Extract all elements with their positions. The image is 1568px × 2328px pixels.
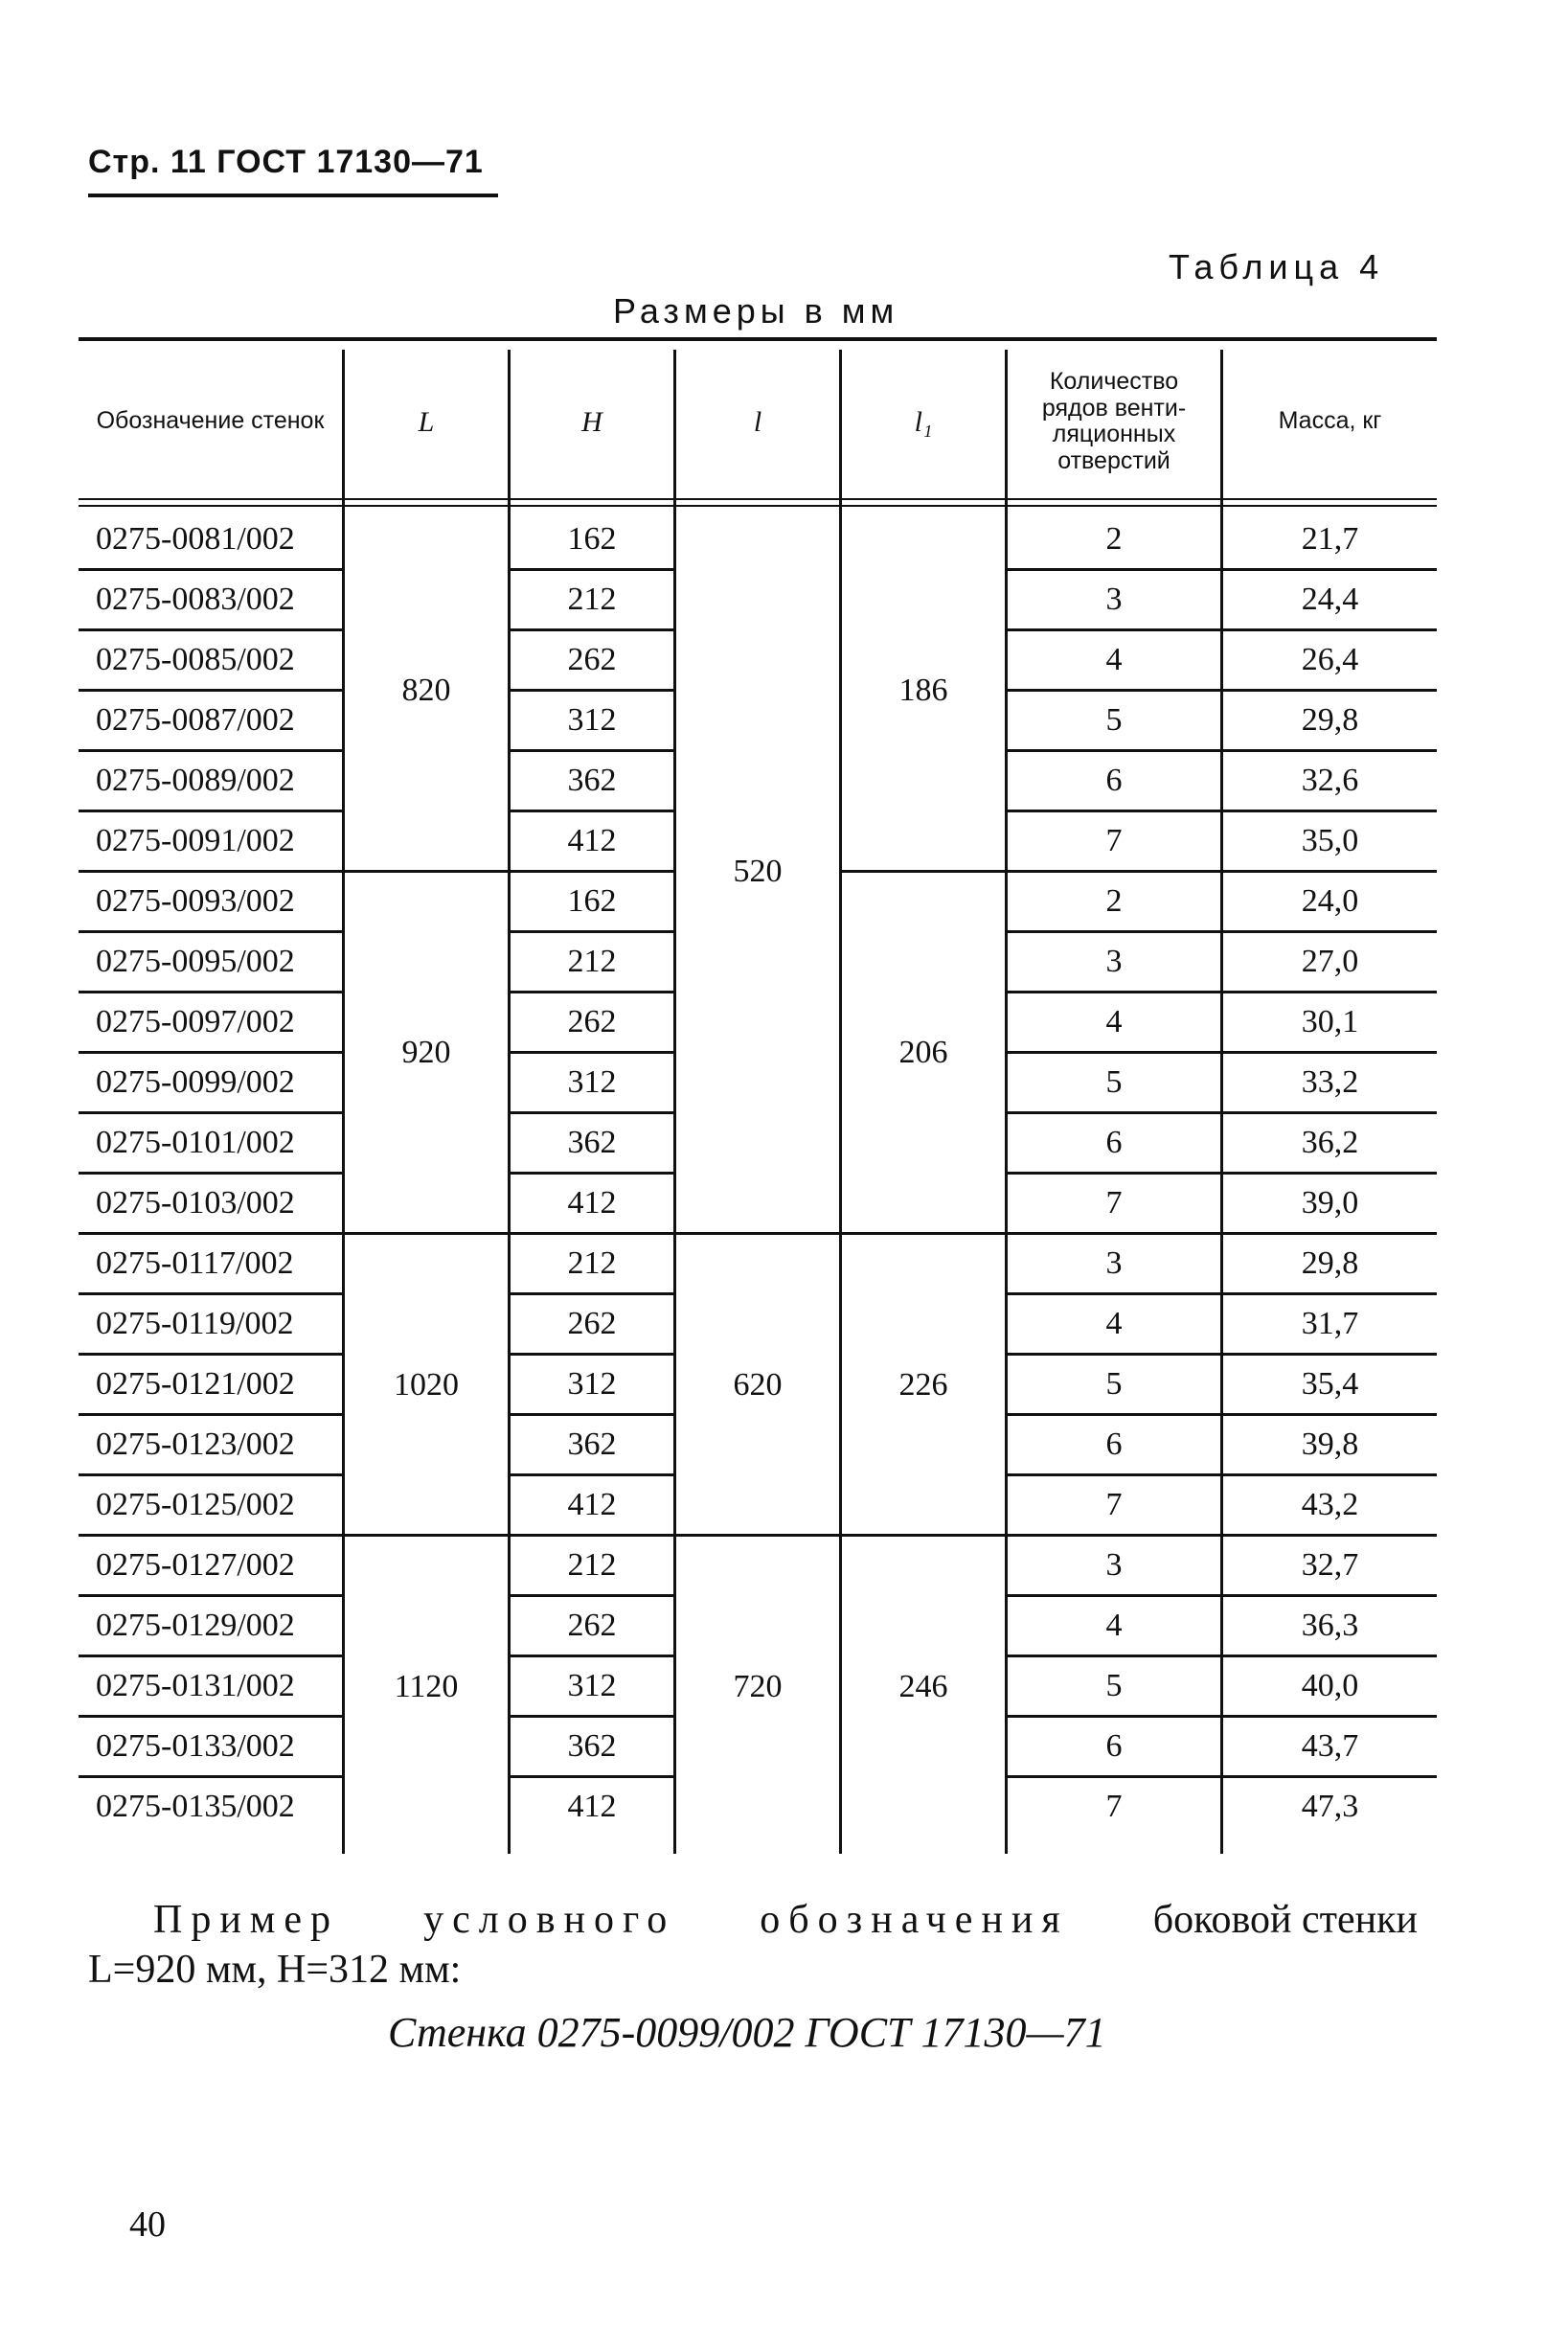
cell-H: 262 [567,1608,617,1643]
row-separator [1008,1413,1220,1416]
row-separator [511,1232,673,1235]
row-separator [1008,1353,1220,1356]
cell-mass: 27,0 [1301,944,1359,979]
row-separator [511,1292,673,1295]
cell-L-group: 1120 [394,1668,459,1704]
cell-mass: 43,2 [1301,1487,1359,1522]
cell-mass: 32,7 [1301,1547,1359,1583]
cell-designation: 0275-0125/002 [96,1487,295,1522]
row-separator [1008,1594,1220,1597]
table-header-rule-double [79,505,1437,507]
row-separator [79,689,342,692]
cell-mass: 39,0 [1301,1185,1359,1221]
row-separator [1223,1111,1437,1114]
cell-H: 312 [567,1064,617,1100]
cell-mass: 31,7 [1301,1306,1359,1341]
example-word: обозначения [760,1898,1069,1942]
cell-designation: 0275-0131/002 [96,1668,295,1703]
row-separator [79,870,342,873]
row-separator [1223,1292,1437,1295]
cell-rows-count: 7 [1105,1487,1123,1522]
cell-mass: 24,4 [1301,582,1359,617]
cell-mass: 36,2 [1301,1125,1359,1160]
row-separator [511,1473,673,1476]
example-designation: Стенка 0275-0099/002 ГОСТ 17130—71 [388,2009,1106,2056]
cell-H: 312 [567,1668,617,1703]
row-separator [1008,810,1220,812]
row-separator [511,810,673,812]
cell-designation: 0275-0087/002 [96,702,295,738]
row-separator [511,1051,673,1054]
group-separator [345,1232,508,1235]
cell-mass: 35,0 [1301,823,1359,858]
cell-H: 262 [567,1004,617,1039]
cell-designation: 0275-0085/002 [96,642,295,677]
cell-l-group: 720 [733,1668,783,1704]
example-paragraph [153,1897,1418,1943]
group-separator [676,1534,839,1537]
row-separator [79,810,342,812]
row-separator [1223,1413,1437,1416]
col-header-l: l [753,405,762,438]
row-separator [1008,568,1220,571]
cell-designation: 0275-0127/002 [96,1547,295,1583]
group-separator [842,1534,1005,1537]
row-separator [1223,1051,1437,1054]
row-separator [79,1534,342,1537]
row-separator [1223,628,1437,631]
cell-rows-count: 4 [1105,1608,1123,1643]
cell-mass: 24,0 [1301,883,1359,919]
row-separator [1008,1775,1220,1778]
cell-designation: 0275-0089/002 [96,763,295,798]
row-separator [79,1473,342,1476]
cell-rows-count: 2 [1105,521,1123,557]
cell-rows-count: 3 [1105,1245,1123,1281]
cell-H: 362 [567,1728,617,1764]
row-separator [79,1353,342,1356]
cell-rows-count: 2 [1105,883,1123,919]
page-number: 40 [129,2204,166,2245]
row-separator [511,568,673,571]
col-header-designation: Обозначение стенок [96,407,325,435]
cell-mass: 35,4 [1301,1366,1359,1402]
row-separator [1008,991,1220,993]
row-separator [1223,810,1437,812]
cell-rows-count: 6 [1105,1426,1123,1462]
row-separator [1223,1232,1437,1235]
row-separator [79,1111,342,1114]
cell-L-group: 820 [401,673,451,708]
cell-l1-group: 186 [898,673,948,708]
row-separator [79,1232,342,1235]
cell-mass: 33,2 [1301,1064,1359,1100]
row-separator [1223,1534,1437,1537]
cell-designation: 0275-0135/002 [96,1789,295,1824]
cell-H: 412 [567,1789,617,1824]
cell-designation: 0275-0099/002 [96,1064,295,1100]
table-header-rule [79,498,1437,500]
example-word: Пример [153,1898,340,1942]
row-separator [1008,1534,1220,1537]
cell-designation: 0275-0091/002 [96,823,295,858]
row-separator [1223,991,1437,993]
row-separator [1008,1111,1220,1114]
cell-L-group: 920 [401,1035,451,1070]
page-header: Стр. 11 ГОСТ 17130—71 [88,144,484,180]
row-separator [1008,1473,1220,1476]
row-separator [79,1051,342,1054]
cell-rows-count: 3 [1105,582,1123,617]
row-separator [1223,1473,1437,1476]
cell-H: 312 [567,702,617,738]
row-separator [511,991,673,993]
row-separator [511,1534,673,1537]
units-caption: Размеры в мм [613,291,899,331]
row-separator [1223,870,1437,873]
row-separator [1223,1715,1437,1718]
cell-mass: 36,3 [1301,1608,1359,1643]
cell-designation: 0275-0121/002 [96,1366,295,1402]
row-separator [79,1594,342,1597]
row-separator [1008,870,1220,873]
row-separator [511,870,673,873]
cell-H: 412 [567,823,617,858]
row-separator [1008,1292,1220,1295]
cell-H: 262 [567,1306,617,1341]
col-header-rows-count: Количество рядов венти-ляционных отверстий [1041,368,1187,474]
cell-l-group: 620 [733,1366,783,1403]
row-separator [511,1715,673,1718]
row-separator [79,628,342,631]
cell-mass: 32,6 [1301,763,1359,798]
row-separator [511,1413,673,1416]
cell-rows-count: 5 [1105,1366,1123,1402]
table-label: Таблица 4 [1169,247,1385,286]
row-separator [1223,1594,1437,1597]
cell-rows-count: 4 [1105,642,1123,677]
row-separator [79,1292,342,1295]
cell-H: 362 [567,1125,617,1160]
row-separator [1223,749,1437,752]
cell-rows-count: 5 [1105,1064,1123,1100]
row-separator [79,1413,342,1416]
cell-rows-count: 4 [1105,1306,1123,1341]
row-separator [1223,930,1437,933]
cell-H: 412 [567,1185,617,1221]
cell-mass: 29,8 [1301,1245,1359,1281]
cell-designation: 0275-0083/002 [96,582,295,617]
group-separator [842,1232,1005,1235]
cell-H: 212 [567,944,617,979]
cell-H: 162 [567,883,617,919]
example-dimensions: L=920 мм, H=312 мм: [88,1948,462,1992]
row-separator [1223,1353,1437,1356]
cell-rows-count: 7 [1105,1789,1123,1824]
cell-L-group: 1020 [394,1366,459,1403]
cell-designation: 0275-0095/002 [96,944,295,979]
row-separator [79,930,342,933]
cell-H: 162 [567,521,617,557]
row-separator [1008,1051,1220,1054]
cell-mass: 21,7 [1301,521,1359,557]
cell-l-group: 520 [733,854,783,889]
row-separator [1008,1232,1220,1235]
cell-H: 312 [567,1366,617,1402]
cell-rows-count: 6 [1105,763,1123,798]
col-header-l1: l₁ [914,405,933,438]
row-separator [1008,930,1220,933]
group-separator [345,1534,508,1537]
cell-H: 362 [567,1426,617,1462]
cell-designation: 0275-0119/002 [96,1306,294,1341]
row-separator [79,991,342,993]
cell-mass: 47,3 [1301,1789,1359,1824]
row-separator [79,1715,342,1718]
cell-H: 212 [567,582,617,617]
row-separator [511,1775,673,1778]
group-separator [842,870,1005,873]
cell-rows-count: 6 [1105,1728,1123,1764]
row-separator [1008,1172,1220,1175]
row-separator [1223,1775,1437,1778]
group-separator [676,1232,839,1235]
row-separator [1008,628,1220,631]
cell-designation: 0275-0117/002 [96,1245,294,1281]
row-separator [79,568,342,571]
cell-l1-group: 226 [898,1366,948,1403]
row-separator [1008,1655,1220,1657]
row-separator [511,1655,673,1657]
cell-mass: 43,7 [1301,1728,1359,1764]
cell-H: 262 [567,642,617,677]
row-separator [511,1172,673,1175]
cell-mass: 30,1 [1301,1004,1359,1039]
cell-rows-count: 4 [1105,1004,1123,1039]
example-word: боковой стенки [1152,1898,1418,1942]
row-separator [79,1172,342,1175]
row-separator [1223,1655,1437,1657]
table-top-rule [79,337,1437,341]
cell-rows-count: 7 [1105,1185,1123,1221]
row-separator [511,930,673,933]
cell-designation: 0275-0123/002 [96,1426,295,1462]
cell-mass: 29,8 [1301,702,1359,738]
cell-rows-count: 3 [1105,944,1123,979]
cell-H: 212 [567,1547,617,1583]
row-separator [511,1111,673,1114]
example-word: условного [423,1898,676,1942]
row-separator [79,1775,342,1778]
header-rule [88,194,498,197]
row-separator [511,689,673,692]
cell-designation: 0275-0103/002 [96,1185,295,1221]
row-separator [511,628,673,631]
cell-rows-count: 3 [1105,1547,1123,1583]
group-separator [345,870,508,873]
row-separator [511,749,673,752]
cell-l1-group: 246 [898,1668,948,1704]
row-separator [511,1353,673,1356]
cell-l1-group: 206 [898,1035,948,1070]
row-separator [1008,749,1220,752]
cell-rows-count: 5 [1105,702,1123,738]
row-separator [1223,1172,1437,1175]
row-separator [1223,689,1437,692]
cell-rows-count: 6 [1105,1125,1123,1160]
row-separator [1223,568,1437,571]
cell-designation: 0275-0081/002 [96,521,295,557]
cell-designation: 0275-0133/002 [96,1728,295,1764]
cell-rows-count: 5 [1105,1668,1123,1703]
cell-designation: 0275-0097/002 [96,1004,295,1039]
cell-H: 362 [567,763,617,798]
row-separator [79,1655,342,1657]
cell-H: 212 [567,1245,617,1281]
col-header-L: L [418,405,435,438]
row-separator [1008,689,1220,692]
col-header-H: H [581,405,602,438]
cell-mass: 39,8 [1301,1426,1359,1462]
cell-designation: 0275-0093/002 [96,883,295,919]
cell-mass: 26,4 [1301,642,1359,677]
cell-mass: 40,0 [1301,1668,1359,1703]
row-separator [1008,1715,1220,1718]
cell-designation: 0275-0129/002 [96,1608,295,1643]
cell-H: 412 [567,1487,617,1522]
cell-rows-count: 7 [1105,823,1123,858]
row-separator [511,1594,673,1597]
cell-designation: 0275-0101/002 [96,1125,295,1160]
col-header-mass: Масса, кг [1278,407,1382,435]
row-separator [79,749,342,752]
